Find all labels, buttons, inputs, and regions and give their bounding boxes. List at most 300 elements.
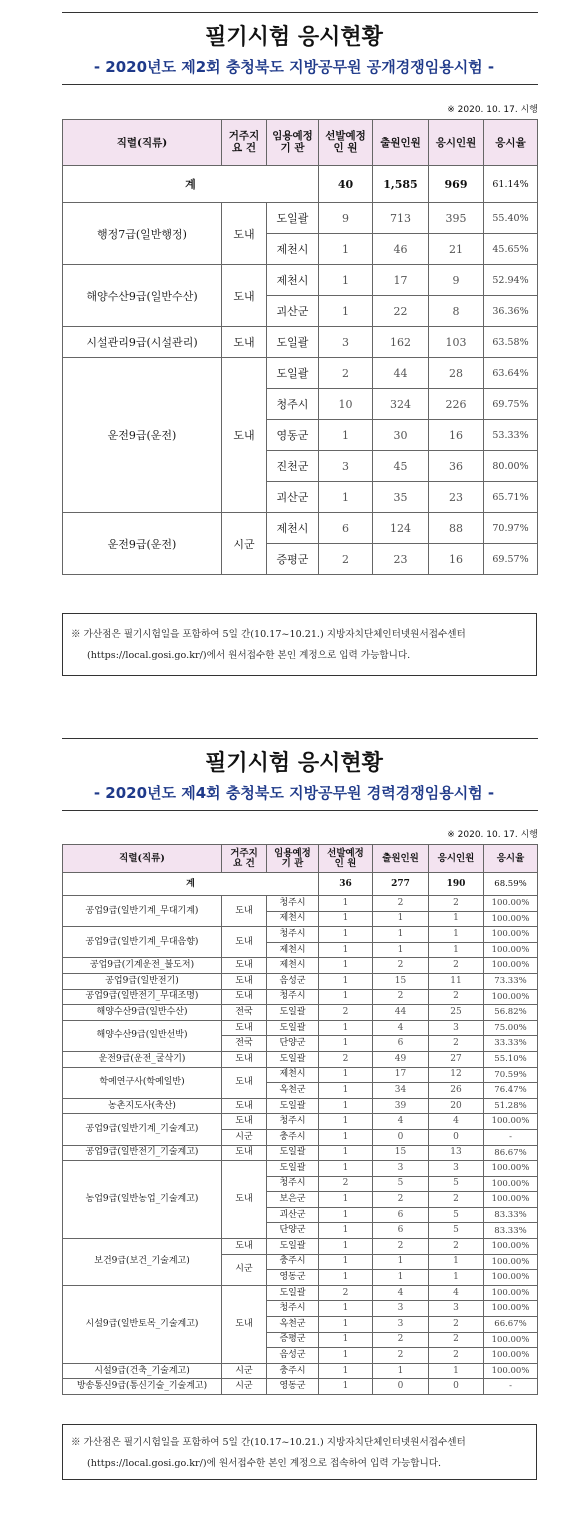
org-cell: 옥천군 (267, 1317, 319, 1333)
select-count: 1 (319, 482, 373, 513)
apply-count: 2 (373, 1192, 429, 1208)
attendance-table (62, 844, 538, 1395)
job-series: 운전9급(운전) (63, 358, 222, 513)
apply-count: 15 (373, 973, 429, 989)
attend-count: 0 (429, 1129, 484, 1145)
select-count: 1 (319, 911, 373, 927)
select-count: 3 (319, 451, 373, 482)
attend-count: 3 (429, 1161, 484, 1177)
org-cell: 도일괄 (267, 1051, 319, 1067)
apply-count: 4 (373, 1114, 429, 1130)
table-row (63, 1239, 538, 1255)
org-cell: 제천시 (267, 513, 319, 544)
select-count: 1 (319, 1098, 373, 1114)
select-count: 1 (319, 989, 373, 1005)
job-series: 해양수산9급(일반수산) (63, 1005, 222, 1021)
job-series: 학예연구사(학예일반) (63, 1067, 222, 1098)
job-series: 운전9급(운전_굴삭기) (63, 1051, 222, 1067)
org-cell: 충주시 (267, 1254, 319, 1270)
select-count: 1 (319, 1270, 373, 1286)
select-count: 1 (319, 1317, 373, 1333)
job-series: 공업9급(기계운전_불도저) (63, 958, 222, 974)
select-count: 1 (319, 973, 373, 989)
org-cell: 영동군 (267, 1379, 319, 1395)
org-cell: 청주시 (267, 927, 319, 943)
table-row (63, 513, 538, 544)
select-count: 1 (319, 265, 373, 296)
header-row (63, 120, 538, 166)
total-label: 계 (63, 166, 319, 203)
total-rate: 61.14% (484, 166, 538, 203)
attend-rate: 33.33% (484, 1036, 538, 1052)
job-series: 시설관리9급(시설관리) (63, 327, 222, 358)
org-cell: 음성군 (267, 1348, 319, 1364)
residence-requirement: 도내 (222, 327, 267, 358)
residence-requirement: 시군 (222, 1379, 267, 1395)
attend-count: 1 (429, 1254, 484, 1270)
select-count: 1 (319, 1161, 373, 1177)
attend-count: 8 (429, 296, 484, 327)
apply-count: 2 (373, 1348, 429, 1364)
section-subtitle: - 2020년도 제2회 충청북도 지방공무원 공개경쟁임용시험 - (93, 58, 495, 76)
job-series: 행정7급(일반행정) (63, 203, 222, 265)
org-cell: 단양군 (267, 1223, 319, 1239)
attend-count: 2 (429, 1239, 484, 1255)
attend-count: 5 (429, 1176, 484, 1192)
total-rate: 68.59% (484, 873, 538, 896)
select-count: 1 (319, 1348, 373, 1364)
select-count: 1 (319, 1223, 373, 1239)
col-org-header: 임용예정 기 관 (267, 845, 319, 873)
attend-rate: 100.00% (484, 1161, 538, 1177)
job-series: 공업9급(일반전기_무대조명) (63, 989, 222, 1005)
table-row (63, 1051, 538, 1067)
exam-date: ※ 2020. 10. 17. 시행 (447, 105, 538, 115)
select-count: 1 (319, 296, 373, 327)
table-row (63, 1285, 538, 1301)
attend-count: 3 (429, 1020, 484, 1036)
org-cell: 영동군 (267, 1270, 319, 1286)
attend-count: 88 (429, 513, 484, 544)
org-cell: 제천시 (267, 942, 319, 958)
attend-rate: 83.33% (484, 1223, 538, 1239)
org-cell: 제천시 (267, 911, 319, 927)
org-cell: 음성군 (267, 973, 319, 989)
residence-requirement: 도내 (222, 1285, 267, 1363)
apply-count: 15 (373, 1145, 429, 1161)
select-count: 2 (319, 1051, 373, 1067)
attend-count: 5 (429, 1223, 484, 1239)
note-line-2: (https://local.gosi.go.kr/)에서 원서접수한 본인 계정으로 입력 가능합니다. (87, 650, 411, 661)
apply-count: 4 (373, 1285, 429, 1301)
attend-rate: 100.00% (484, 1192, 538, 1208)
col-org-header: 임용예정 기 관 (267, 120, 319, 166)
attend-rate: 100.00% (484, 896, 538, 912)
apply-count: 1 (373, 927, 429, 943)
select-count: 1 (319, 1301, 373, 1317)
attend-count: 4 (429, 1114, 484, 1130)
exam-date: ※ 2020. 10. 17. 시행 (447, 830, 538, 840)
apply-count: 17 (373, 265, 429, 296)
org-cell: 도일괄 (267, 1285, 319, 1301)
org-cell: 단양군 (267, 1036, 319, 1052)
attend-rate: 70.59% (484, 1067, 538, 1083)
attend-rate: 100.00% (484, 1348, 538, 1364)
select-count: 1 (319, 1239, 373, 1255)
attend-rate: 45.65% (484, 234, 538, 265)
apply-count: 4 (373, 1020, 429, 1036)
org-cell: 제천시 (267, 958, 319, 974)
section-title: 필기시험 응시현황 (205, 751, 383, 776)
select-count: 3 (319, 327, 373, 358)
attend-count: 3 (429, 1301, 484, 1317)
attend-rate: 70.97% (484, 513, 538, 544)
attend-rate: 66.67% (484, 1317, 538, 1333)
attend-count: 11 (429, 973, 484, 989)
attend-count: 26 (429, 1083, 484, 1099)
col-job-header: 직렬(직류) (63, 845, 222, 873)
apply-count: 35 (373, 482, 429, 513)
org-cell: 도일괄 (267, 1239, 319, 1255)
residence-requirement: 도내 (222, 1239, 267, 1255)
apply-count: 46 (373, 234, 429, 265)
job-series: 농촌지도사(축산) (63, 1098, 222, 1114)
job-series: 공업9급(일반기계_무대음향) (63, 927, 222, 958)
apply-count: 45 (373, 451, 429, 482)
attend-count: 13 (429, 1145, 484, 1161)
attend-count: 103 (429, 327, 484, 358)
table-row (63, 1363, 538, 1379)
section-career-competition (0, 738, 588, 1528)
residence-requirement: 도내 (222, 1114, 267, 1130)
apply-count: 713 (373, 203, 429, 234)
select-count: 1 (319, 1192, 373, 1208)
attend-count: 23 (429, 482, 484, 513)
apply-count: 0 (373, 1379, 429, 1395)
org-cell: 제천시 (267, 265, 319, 296)
residence-requirement: 도내 (222, 973, 267, 989)
attend-rate: 75.00% (484, 1020, 538, 1036)
residence-requirement: 도내 (222, 358, 267, 513)
org-cell: 증평군 (267, 1332, 319, 1348)
col-attend-header: 응시인원 (429, 845, 484, 873)
total-select: 36 (319, 873, 373, 896)
org-cell: 청주시 (267, 389, 319, 420)
note-line-1: ※ 가산점은 필기시험일을 포함하여 5일 간(10.17~10.21.) 지방자치단체인터넷원서접수센터 (71, 629, 466, 640)
apply-count: 124 (373, 513, 429, 544)
attend-rate: 100.00% (484, 1270, 538, 1286)
select-count: 1 (319, 1129, 373, 1145)
job-series: 공업9급(일반기계_무대기계) (63, 896, 222, 927)
select-count: 2 (319, 544, 373, 575)
select-count: 10 (319, 389, 373, 420)
apply-count: 6 (373, 1223, 429, 1239)
attend-rate: 52.94% (484, 265, 538, 296)
select-count: 9 (319, 203, 373, 234)
org-cell: 옥천군 (267, 1083, 319, 1099)
select-count: 1 (319, 1332, 373, 1348)
apply-count: 2 (373, 989, 429, 1005)
apply-count: 34 (373, 1083, 429, 1099)
total-select: 40 (319, 166, 373, 203)
table-row (63, 1005, 538, 1021)
attend-rate: 100.00% (484, 911, 538, 927)
select-count: 1 (319, 1067, 373, 1083)
attend-count: 1 (429, 1363, 484, 1379)
residence-requirement: 전국 (222, 1005, 267, 1021)
attend-count: 27 (429, 1051, 484, 1067)
total-attend: 190 (429, 873, 484, 896)
apply-count: 324 (373, 389, 429, 420)
select-count: 1 (319, 1207, 373, 1223)
select-count: 1 (319, 958, 373, 974)
attend-rate: 100.00% (484, 1332, 538, 1348)
select-count: 1 (319, 1254, 373, 1270)
apply-count: 17 (373, 1067, 429, 1083)
table-row (63, 203, 538, 234)
table-row (63, 358, 538, 389)
org-cell: 청주시 (267, 1114, 319, 1130)
col-job-header: 직렬(직류) (63, 120, 222, 166)
apply-count: 0 (373, 1129, 429, 1145)
attend-rate: 100.00% (484, 958, 538, 974)
attend-count: 1 (429, 927, 484, 943)
select-count: 1 (319, 927, 373, 943)
attend-rate: 100.00% (484, 1254, 538, 1270)
table-row (63, 973, 538, 989)
apply-count: 6 (373, 1207, 429, 1223)
apply-count: 2 (373, 1332, 429, 1348)
attend-rate: 69.57% (484, 544, 538, 575)
org-cell: 영동군 (267, 420, 319, 451)
attend-rate: 86.67% (484, 1145, 538, 1161)
org-cell: 진천군 (267, 451, 319, 482)
attend-rate: 73.33% (484, 973, 538, 989)
apply-count: 1 (373, 1363, 429, 1379)
org-cell: 도일괄 (267, 1145, 319, 1161)
attend-count: 2 (429, 958, 484, 974)
select-count: 1 (319, 420, 373, 451)
table-row (63, 896, 538, 912)
select-count: 2 (319, 358, 373, 389)
org-cell: 충주시 (267, 1363, 319, 1379)
attend-rate: 76.47% (484, 1083, 538, 1099)
org-cell: 청주시 (267, 1176, 319, 1192)
select-count: 1 (319, 1145, 373, 1161)
top-rule (62, 12, 538, 13)
select-count: 1 (319, 1083, 373, 1099)
attend-rate: 100.00% (484, 942, 538, 958)
attend-count: 1 (429, 942, 484, 958)
table-row (63, 958, 538, 974)
table-row (63, 1114, 538, 1130)
org-cell: 도일괄 (267, 203, 319, 234)
attend-rate: 69.75% (484, 389, 538, 420)
attend-count: 12 (429, 1067, 484, 1083)
attend-rate: 55.10% (484, 1051, 538, 1067)
select-count: 1 (319, 896, 373, 912)
note-line-2: (https://local.gosi.go.kr/)에 원서접수한 본인 계정으로 접속하여 입력 가능합니다. (87, 1458, 442, 1469)
job-series: 보건9급(보건_기술계고) (63, 1239, 222, 1286)
attend-rate: 100.00% (484, 927, 538, 943)
total-label: 계 (63, 873, 319, 896)
total-apply: 277 (373, 873, 429, 896)
section-title: 필기시험 응시현황 (205, 25, 383, 50)
org-cell: 청주시 (267, 896, 319, 912)
attend-count: 16 (429, 420, 484, 451)
attend-count: 2 (429, 896, 484, 912)
attend-rate: 63.64% (484, 358, 538, 389)
attend-rate: 65.71% (484, 482, 538, 513)
apply-count: 49 (373, 1051, 429, 1067)
table-row (63, 1161, 538, 1177)
residence-requirement: 도내 (222, 1145, 267, 1161)
residence-requirement: 도내 (222, 989, 267, 1005)
org-cell: 도일괄 (267, 1005, 319, 1021)
attend-rate: 55.40% (484, 203, 538, 234)
residence-requirement: 전국 (222, 1036, 267, 1052)
job-series: 해양수산9급(일반수산) (63, 265, 222, 327)
apply-count: 44 (373, 358, 429, 389)
attend-count: 2 (429, 1348, 484, 1364)
attend-count: 0 (429, 1379, 484, 1395)
total-row (63, 873, 538, 896)
apply-count: 22 (373, 296, 429, 327)
attend-rate: 100.00% (484, 1176, 538, 1192)
select-count: 1 (319, 1363, 373, 1379)
job-series: 공업9급(일반기계_기술계고) (63, 1114, 222, 1145)
table-row (63, 1098, 538, 1114)
note-line-1: ※ 가산점은 필기시험일을 포함하여 5일 간(10.17~10.21.) 지방자치단체인터넷원서접수센터 (71, 1437, 466, 1448)
apply-count: 1 (373, 1254, 429, 1270)
table-row (63, 327, 538, 358)
attend-count: 226 (429, 389, 484, 420)
col-residence-header: 거주지 요 건 (222, 120, 267, 166)
apply-count: 3 (373, 1161, 429, 1177)
bonus-points-note (62, 1424, 537, 1480)
attend-rate: 63.58% (484, 327, 538, 358)
residence-requirement: 도내 (222, 896, 267, 927)
attend-count: 5 (429, 1207, 484, 1223)
apply-count: 44 (373, 1005, 429, 1021)
subtitle-rule (62, 810, 538, 811)
attend-count: 1 (429, 1270, 484, 1286)
residence-requirement: 도내 (222, 203, 267, 265)
top-rule (62, 738, 538, 739)
attend-rate: 100.00% (484, 989, 538, 1005)
attendance-table (62, 119, 538, 575)
attend-count: 2 (429, 1192, 484, 1208)
residence-requirement: 도내 (222, 265, 267, 327)
job-series: 운전9급(운전) (63, 513, 222, 575)
attend-count: 4 (429, 1285, 484, 1301)
select-count: 2 (319, 1176, 373, 1192)
select-count: 6 (319, 513, 373, 544)
section-open-competition (0, 12, 588, 692)
job-series: 농업9급(일반농업_기술계고) (63, 1161, 222, 1239)
org-cell: 괴산군 (267, 482, 319, 513)
org-cell: 도일괄 (267, 327, 319, 358)
attend-rate: 36.36% (484, 296, 538, 327)
col-apply-header: 출원인원 (373, 845, 429, 873)
col-apply-header: 출원인원 (373, 120, 429, 166)
table-row (63, 1145, 538, 1161)
apply-count: 5 (373, 1176, 429, 1192)
select-count: 1 (319, 942, 373, 958)
residence-requirement: 도내 (222, 958, 267, 974)
org-cell: 괴산군 (267, 296, 319, 327)
job-series: 시설9급(일반토목_기술계고) (63, 1285, 222, 1363)
table-row (63, 1379, 538, 1395)
attend-rate: 100.00% (484, 1301, 538, 1317)
attend-rate: - (484, 1129, 538, 1145)
attend-count: 28 (429, 358, 484, 389)
attend-rate: 100.00% (484, 1239, 538, 1255)
select-count: 1 (319, 1379, 373, 1395)
apply-count: 2 (373, 896, 429, 912)
org-cell: 괴산군 (267, 1207, 319, 1223)
residence-requirement: 도내 (222, 1067, 267, 1098)
attend-count: 25 (429, 1005, 484, 1021)
attend-count: 16 (429, 544, 484, 575)
attend-rate: 53.33% (484, 420, 538, 451)
apply-count: 162 (373, 327, 429, 358)
select-count: 2 (319, 1005, 373, 1021)
residence-requirement: 시군 (222, 1254, 267, 1285)
table-row (63, 265, 538, 296)
attend-count: 395 (429, 203, 484, 234)
attend-count: 9 (429, 265, 484, 296)
apply-count: 3 (373, 1317, 429, 1333)
job-series: 해양수산9급(일반선박) (63, 1020, 222, 1051)
apply-count: 23 (373, 544, 429, 575)
total-row (63, 166, 538, 203)
attend-count: 2 (429, 1332, 484, 1348)
attend-rate: 56.82% (484, 1005, 538, 1021)
org-cell: 제천시 (267, 1067, 319, 1083)
apply-count: 1 (373, 1270, 429, 1286)
residence-requirement: 도내 (222, 1161, 267, 1239)
select-count: 2 (319, 1285, 373, 1301)
apply-count: 1 (373, 942, 429, 958)
attend-rate: 100.00% (484, 1114, 538, 1130)
attend-count: 1 (429, 911, 484, 927)
col-residence-header: 거주지 요 건 (222, 845, 267, 873)
attend-count: 2 (429, 989, 484, 1005)
col-rate-header: 응시율 (484, 120, 538, 166)
org-cell: 도일괄 (267, 1020, 319, 1036)
residence-requirement: 시군 (222, 1363, 267, 1379)
section-subtitle: - 2020년도 제4회 충청북도 지방공무원 경력경쟁임용시험 - (93, 784, 495, 802)
col-rate-header: 응시율 (484, 845, 538, 873)
select-count: 1 (319, 1036, 373, 1052)
residence-requirement: 도내 (222, 1051, 267, 1067)
org-cell: 청주시 (267, 989, 319, 1005)
table-row (63, 989, 538, 1005)
org-cell: 도일괄 (267, 1098, 319, 1114)
org-cell: 도일괄 (267, 1161, 319, 1177)
attend-count: 2 (429, 1317, 484, 1333)
attend-rate: 83.33% (484, 1207, 538, 1223)
attend-rate: 100.00% (484, 1363, 538, 1379)
attend-rate: - (484, 1379, 538, 1395)
attend-count: 36 (429, 451, 484, 482)
col-select-header: 선발예정 인 원 (319, 845, 373, 873)
org-cell: 청주시 (267, 1301, 319, 1317)
org-cell: 도일괄 (267, 358, 319, 389)
apply-count: 3 (373, 1301, 429, 1317)
attend-count: 20 (429, 1098, 484, 1114)
